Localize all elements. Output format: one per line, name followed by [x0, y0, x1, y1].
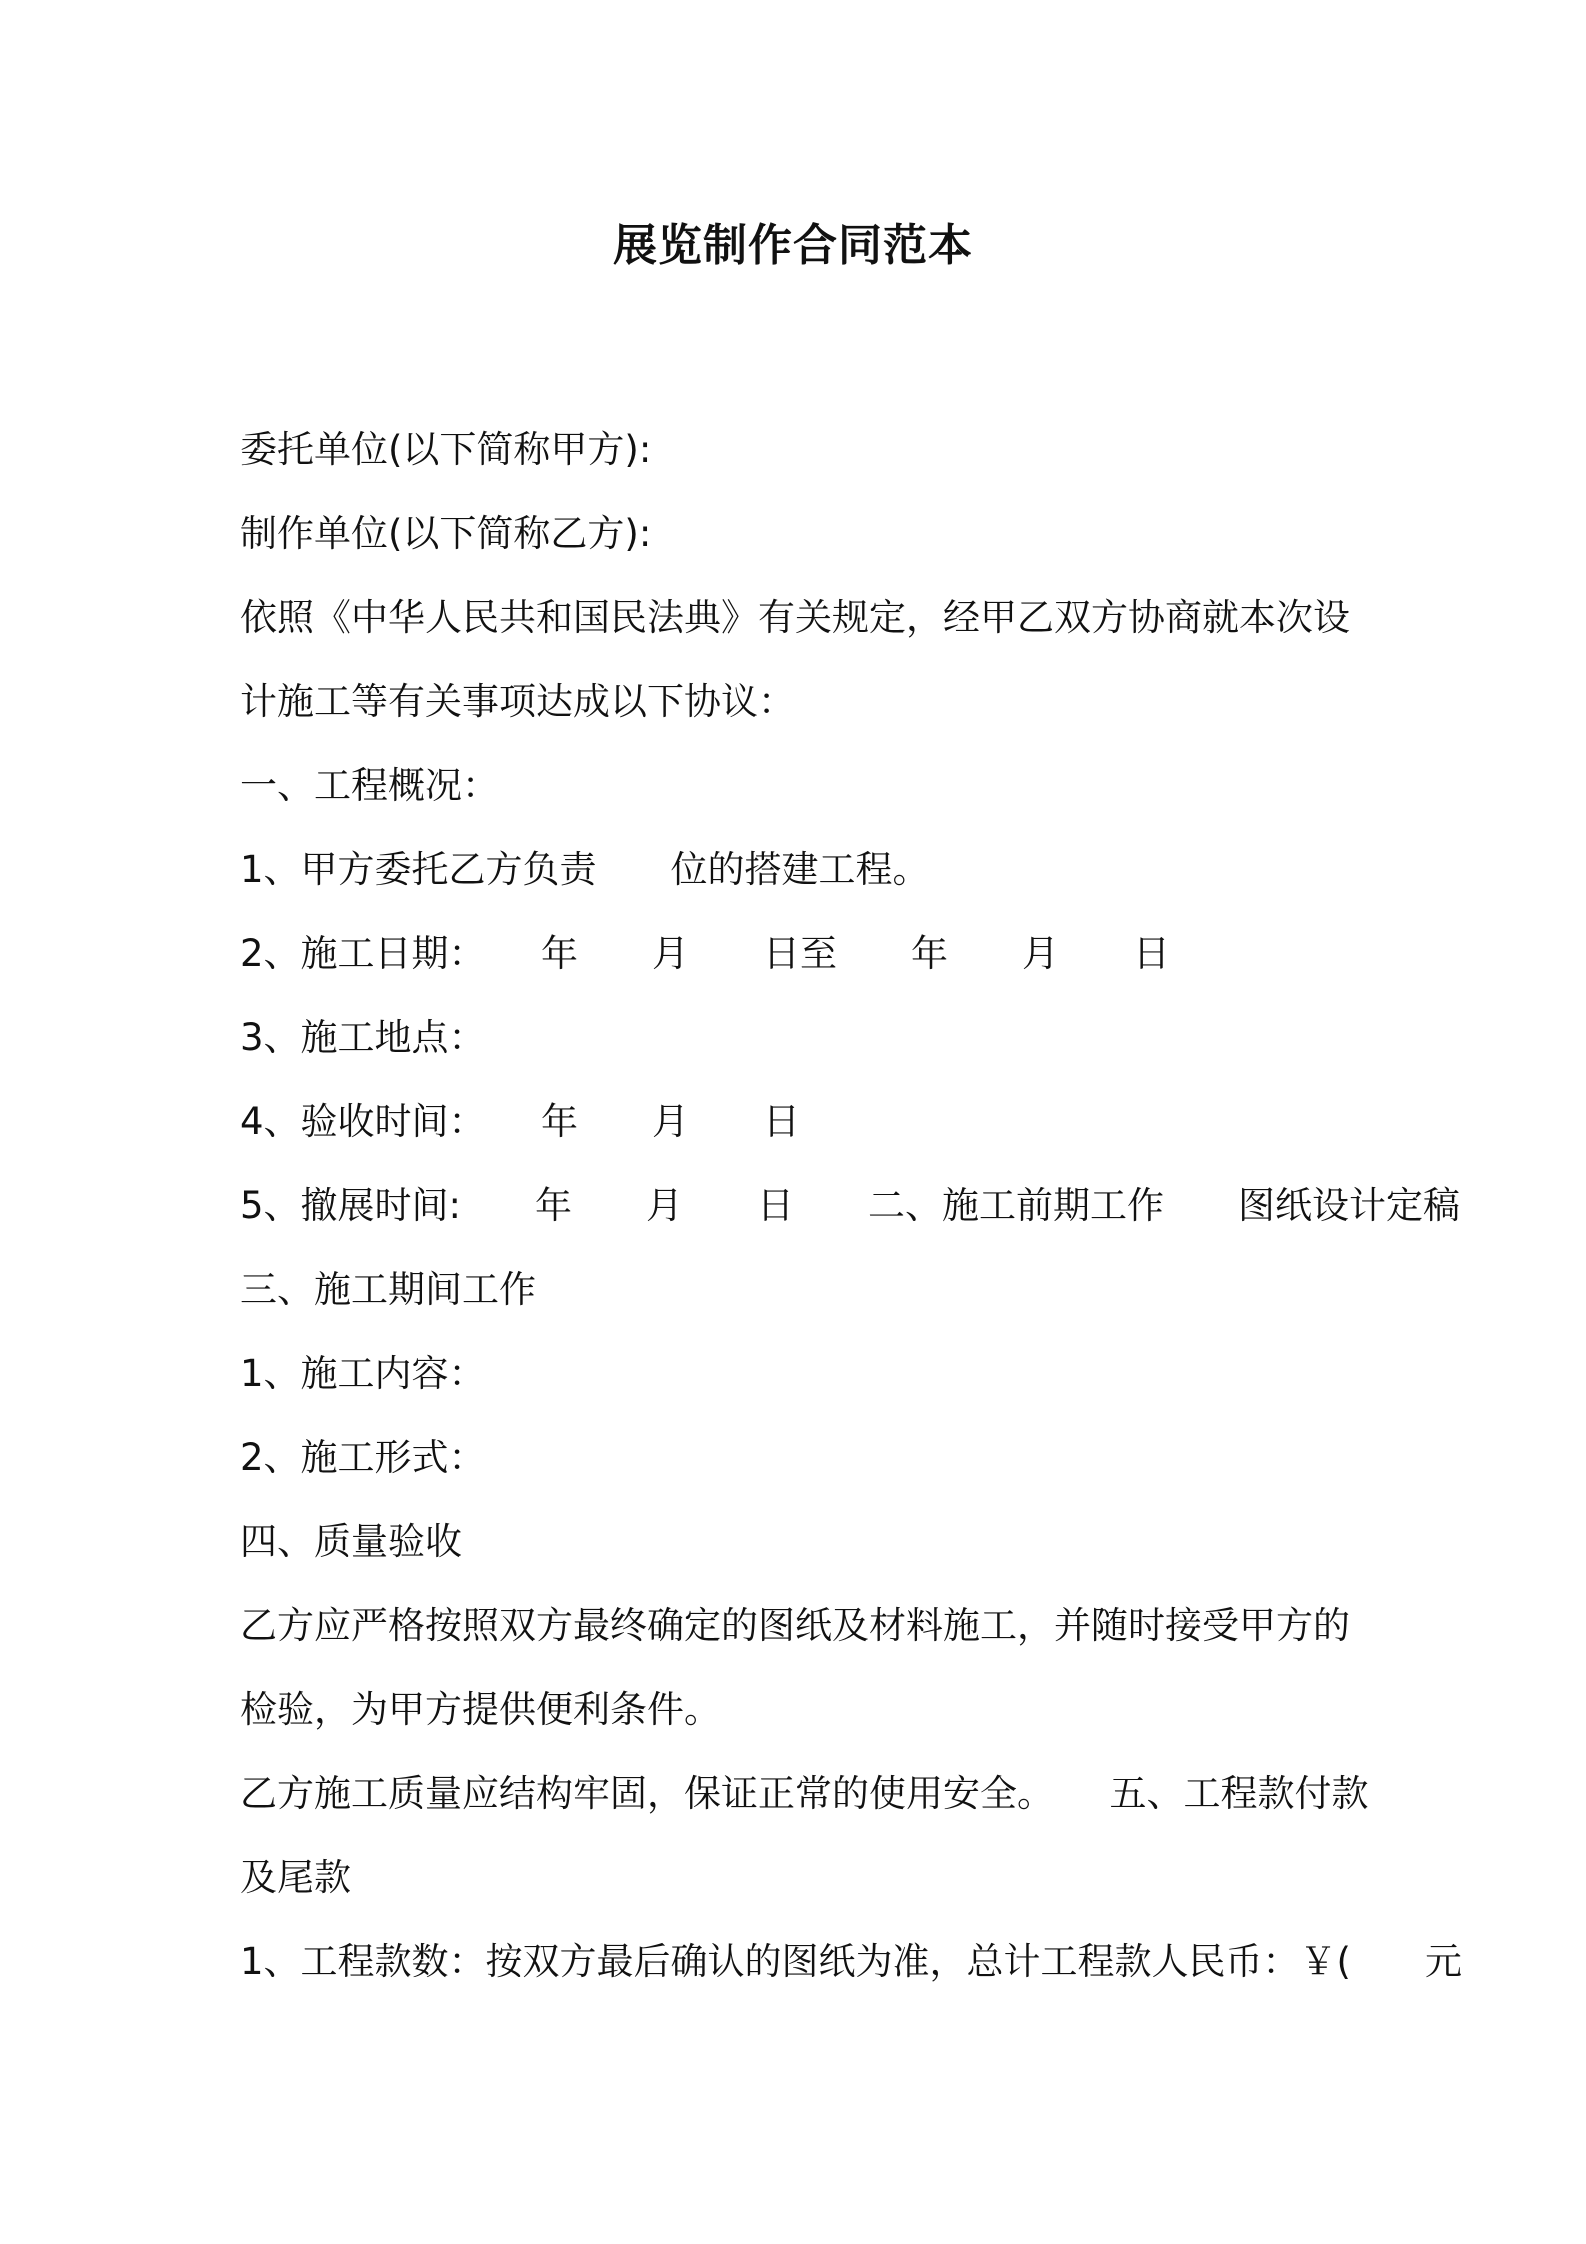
document-title: 展览制作合同范本	[613, 220, 973, 271]
contractor-party-line: 制作单位(以下简称乙方):	[240, 512, 652, 555]
clause-line: 1、工程款数：按双方最后确认的图纸为准，总计工程款人民币：￥( 元	[240, 1940, 1462, 1983]
clause-line: 1、施工内容：	[240, 1352, 486, 1395]
paragraph-line: 及尾款	[240, 1856, 351, 1899]
preamble-line-2: 计施工等有关事项达成以下协议：	[240, 680, 795, 723]
section-heading-construction-work: 三、施工期间工作	[240, 1268, 536, 1311]
client-party-line: 委托单位(以下简称甲方):	[240, 428, 652, 471]
clause-line: 2、施工日期： 年 月 日至 年 月 日	[240, 932, 1171, 975]
clause-line: 4、验收时间： 年 月 日	[240, 1100, 801, 1143]
document-body	[240, 408, 1462, 2004]
paragraph-line: 乙方施工质量应结构牢固，保证正常的使用安全。 五、工程款付款	[240, 1772, 1369, 1815]
section-heading-quality-acceptance: 四、质量验收	[240, 1520, 462, 1563]
clause-line: 3、施工地点：	[240, 1016, 486, 1059]
clause-line: 5、撤展时间: 年 月 日 二、施工前期工作 图纸设计定稿	[240, 1184, 1461, 1227]
paragraph-line: 检验，为甲方提供便利条件。	[240, 1688, 721, 1731]
clause-line: 2、施工形式：	[240, 1436, 486, 1479]
clause-line: 1、甲方委托乙方负责 位的搭建工程。	[240, 848, 930, 891]
preamble-line-1: 依照《中华人民共和国民法典》有关规定，经甲乙双方协商就本次设	[240, 596, 1350, 639]
paragraph-line: 乙方应严格按照双方最终确定的图纸及材料施工，并随时接受甲方的	[240, 1604, 1350, 1647]
section-heading-project-overview: 一、工程概况：	[240, 764, 499, 807]
